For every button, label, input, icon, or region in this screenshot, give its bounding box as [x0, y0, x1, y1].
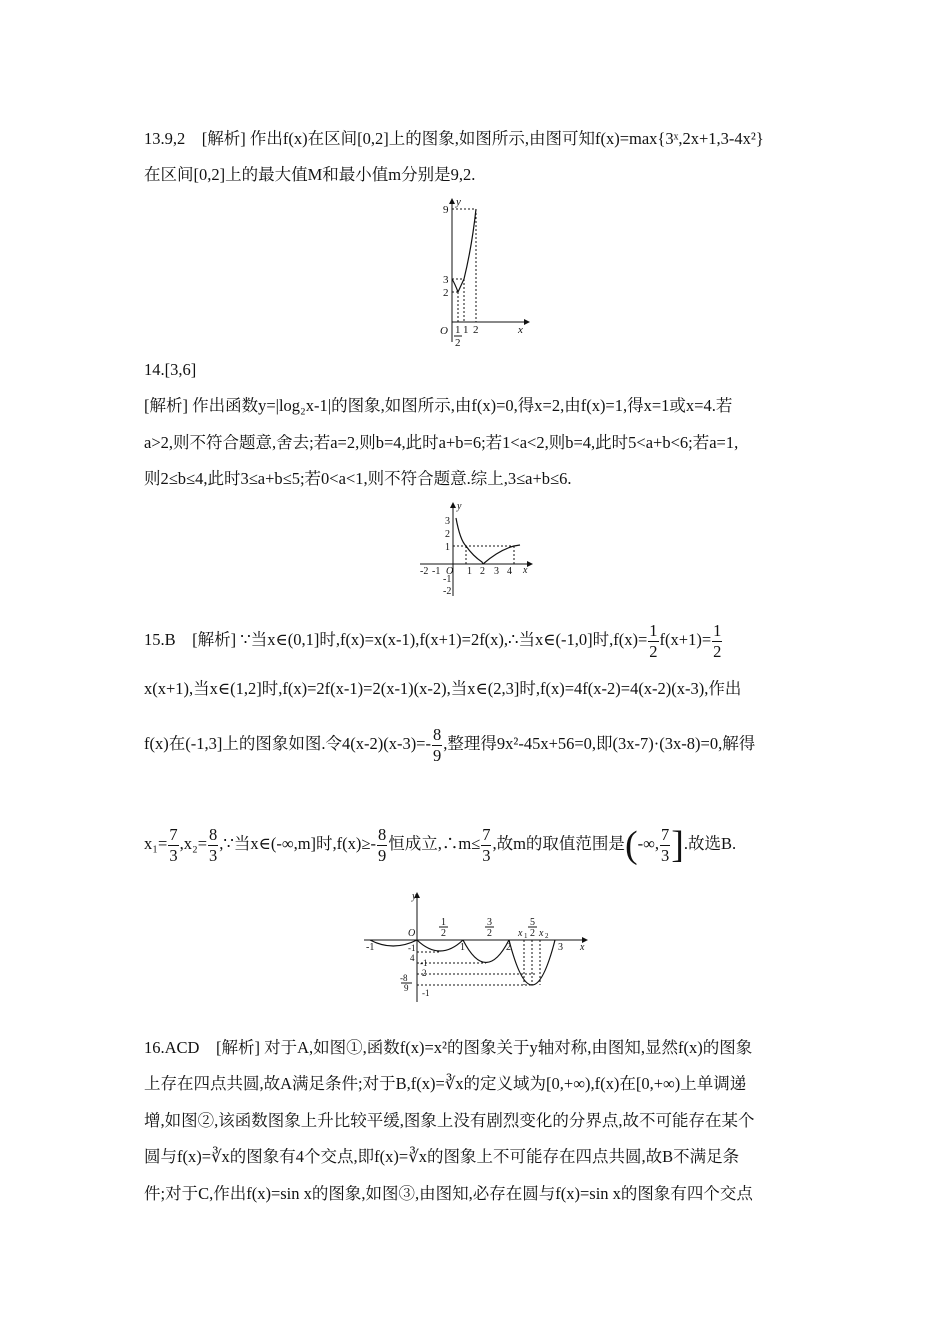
p14-y2: 2 [445, 529, 450, 540]
p16-line-4: 圆与f(x)=∛x的图象有4个交点,即f(x)=∛x的图象上不可能存在四点共圆,故B不满足条 [144, 1147, 740, 1166]
p13-x-label: x [518, 324, 523, 336]
p15-frac-8-9-b [377, 825, 387, 866]
p15-line-3b: ,整理得9x²-45x+56=0,即(3x-7)·(3x-8)=0,解得 [443, 734, 756, 753]
frac-num: 7 [169, 824, 178, 844]
p16-line-3: 增,如图②,该函数图象上升比较平缓,图象上没有剧烈变化的分界点,故不可能存在某个 [144, 1111, 755, 1130]
p14-yn2: -2 [443, 586, 452, 597]
p15-left-paren: ( [624, 824, 638, 867]
frac-den: 9 [433, 745, 442, 765]
p16-line-1: 16.ACD [解析] 对于A,如图①,函数f(x)=x²的图象关于y轴对称,由图知,显然f(x)的图象 [144, 1038, 753, 1057]
p15-line-4b: ,x₂= [179, 834, 207, 853]
p16-line-2: 上存在四点共圆,故A满足条件;对于B,f(x)=∛x的定义域为[0,+∞),f(x)在[0,+∞)上单调递 [144, 1074, 747, 1093]
p15-line-4d: 恒成立,∴m≤ [388, 834, 481, 853]
p15-frac-8-3 [208, 825, 218, 866]
p13-tick-2: 2 [443, 287, 449, 299]
frac-den: 3 [660, 845, 670, 865]
p13-origin: O [440, 325, 448, 337]
p15-line-4f: .故选B. [683, 834, 737, 853]
p13-tick-3: 3 [443, 274, 449, 286]
p14-y1: 1 [445, 542, 450, 553]
p13-tick-half-n: 1 [455, 324, 461, 336]
p15-line-1b: f(x+1)= [659, 630, 712, 649]
p15-5half-n: 5 [530, 917, 535, 928]
p15-x1-sub: 1 [524, 932, 528, 940]
p15-half-d: 2 [441, 928, 446, 939]
p15-frac-7-3-a [168, 825, 178, 866]
p15-line-4c: ,∵当x∈(-∞,m]时,f(x)≥- [219, 834, 376, 853]
p15-x1: x [518, 928, 523, 939]
p15-3half-d: 2 [487, 928, 492, 939]
p15-origin: O [408, 928, 416, 939]
frac-num: 7 [660, 824, 670, 844]
p15-line-3a: f(x)在(-1,3]上的图象如图.令4(x-2)(x-3)=- [144, 734, 431, 753]
p15-3half-n: 3 [487, 917, 492, 928]
p15-line-2: x(x+1),当x∈(1,2]时,f(x)=2f(x-1)=2(x-1)(x-2),当x∈(2,3]时,f(x)=4f(x-2)=4(x-2)(x-3),作出 [144, 679, 742, 698]
frac-num: 8 [433, 724, 442, 744]
p15-interval-a: -∞, [637, 834, 659, 853]
p14-x1: 1 [467, 566, 472, 577]
p14-line-4: 则2≤b≤4,此时3≤a+b≤5;若0<a<1,则不符合题意.综上,3≤a+b≤6. [144, 469, 572, 488]
p14-y3: 3 [445, 516, 450, 527]
p15-x2-sub: 2 [545, 932, 549, 940]
p15-yn89-d: 9 [404, 983, 409, 993]
p14-line-2: [解析] 作出函数y=|log₂x-1|的图象,如图所示,由f(x)=0,得x=2,由f(x)=1,得x=1或x=4.若 [144, 396, 733, 415]
p15-line-1a: 15.B [解析] ∵当x∈(0,1]时,f(x)=x(x-1),f(x+1)=2f(x),∴当x∈(-1,0]时,f(x)= [144, 630, 648, 649]
p15-line-4a: x₁= [144, 834, 168, 853]
p14-x4: 4 [507, 566, 512, 577]
frac-den: 2 [649, 641, 658, 661]
p15-y-label: y [412, 891, 417, 902]
p14-xn1: -1 [432, 566, 441, 577]
p13-tick-1: 1 [463, 324, 469, 336]
p14-x-label: x [523, 565, 528, 576]
frac-num: 7 [482, 824, 491, 844]
p15-frac-8-9 [432, 725, 442, 766]
p15-x2: x [539, 928, 544, 939]
p15-yn12-n: -1 [420, 958, 428, 968]
frac-num: 1 [649, 620, 658, 640]
p14-y-label: y [457, 501, 462, 512]
p13-tick-9: 9 [443, 204, 449, 216]
p15-yn1: -1 [422, 988, 430, 998]
p13-line-1: 13.9,2 [解析] 作出f(x)在区间[0,2]上的图象,如图所示,由图可知f(x)=max{3ˣ,2x+1,3-4x²} [144, 129, 764, 148]
p15-x-2: 2 [506, 942, 511, 953]
p14-origin: O [446, 566, 454, 577]
p15-yn12-d: 2 [422, 968, 427, 978]
p15-line-1 [144, 618, 723, 662]
p15-x-3: 3 [558, 942, 563, 953]
frac-num: 8 [209, 824, 218, 844]
p15-yn14-d: 4 [410, 953, 415, 963]
p15-yn14-n: -1 [408, 943, 416, 953]
p15-frac-half-2 [712, 621, 722, 662]
p15-frac-7-3-c [660, 825, 670, 866]
p14-figure [415, 500, 535, 600]
p15-line-3 [144, 722, 755, 766]
frac-den: 9 [377, 845, 387, 865]
frac-den: 3 [209, 845, 218, 865]
p15-right-bracket: ] [671, 824, 684, 867]
p15-5half-d: 2 [530, 928, 535, 939]
p15-line-4e: ,故m的取值范围是 [492, 834, 625, 853]
frac-den: 3 [482, 845, 491, 865]
p14-x2: 2 [480, 566, 485, 577]
frac-num: 8 [377, 824, 387, 844]
p15-xn1: -1 [366, 942, 375, 953]
p14-x3: 3 [494, 566, 499, 577]
p14-line-1: 14.[3,6] [144, 360, 197, 379]
p15-frac-half-1 [648, 621, 658, 662]
p13-figure [420, 196, 530, 346]
p13-line-2: 在区间[0,2]上的最大值M和最小值m分别是9,2. [144, 165, 476, 184]
p13-tick-2x: 2 [473, 324, 479, 336]
p14-yn1: -1 [443, 574, 452, 585]
frac-den: 2 [713, 641, 722, 661]
p14-line-3: a>2,则不符合题意,舍去;若a=2,则b=4,此时a+b=6;若1<a<2,则b=4,此时5<a+b<6;若a=1, [144, 433, 739, 452]
p13-y-label: y [456, 196, 461, 208]
p15-frac-7-3-b [481, 825, 491, 866]
p13-tick-half-d: 2 [455, 337, 461, 346]
p15-yn89-n: -8 [400, 973, 408, 983]
frac-num: 1 [713, 620, 722, 640]
p16-line-5: 件;对于C,作出f(x)=sin x的图象,如图③,由图知,必存在圆与f(x)=sin x的图象有四个交点 [144, 1184, 753, 1203]
p15-figure [360, 890, 595, 1005]
p15-x-1: 1 [460, 942, 465, 953]
p15-x-label: x [580, 942, 585, 953]
p14-xn2: -2 [420, 566, 429, 577]
frac-den: 3 [169, 845, 178, 865]
p15-line-4 [144, 822, 736, 867]
p15-half-n: 1 [441, 917, 446, 928]
